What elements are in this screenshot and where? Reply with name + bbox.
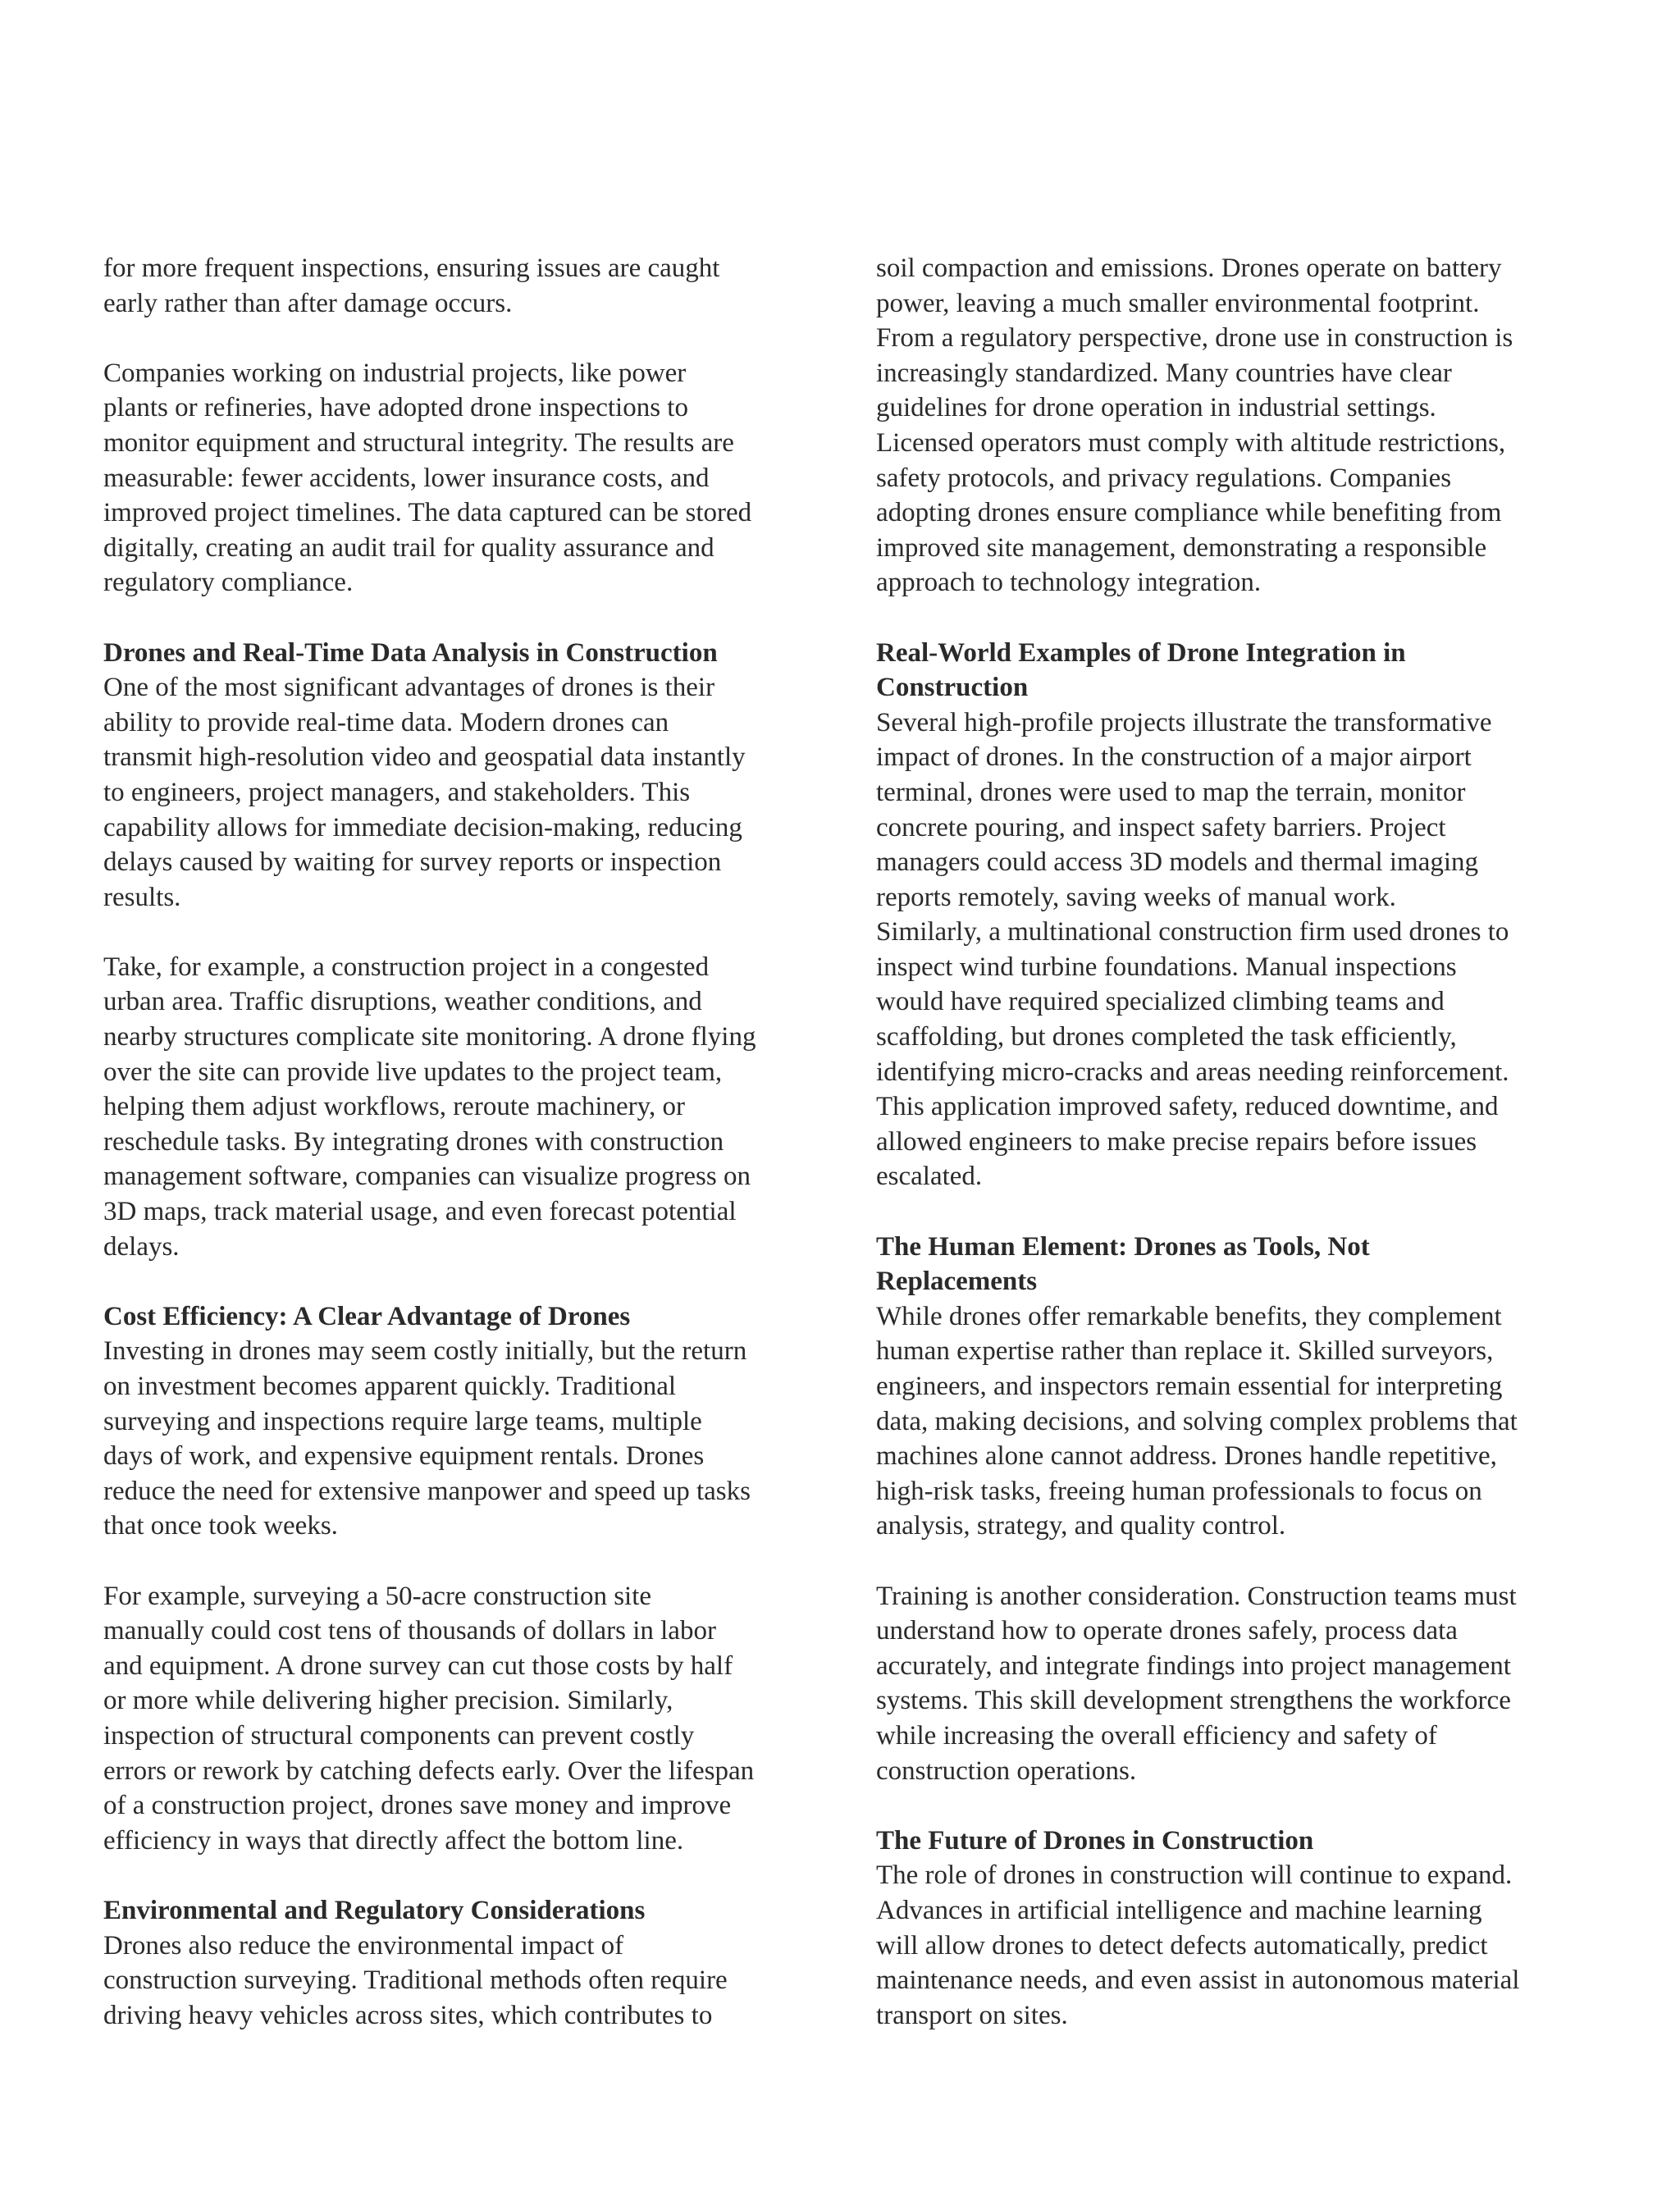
paragraph: One of the most significant advantages of drones is their ability to provide real-time data. Modern drones can transmit high-resolution video and geospatial data instantly to engineers, project managers, and stakeholders. This capability allows for immediate decision-making, reducing delays caused by waiting for survey reports or inspection results. <box>103 673 746 912</box>
section-heading: The Future of Drones in Construction <box>876 1825 1314 1856</box>
section-heading: Environmental and Regulatory Considerations <box>103 1895 646 1925</box>
paragraph: The role of drones in construction will continue to expand. Advances in artificial intelligence and machine learning will allow drones to detect defects automatically, predict maintenance needs, and even assist in autonomous material transport on sites. <box>876 1860 1520 2030</box>
section-heading: The Human Element: Drones as Tools, Not Replacements <box>876 1231 1370 1297</box>
left-column <box>103 251 825 2033</box>
section-heading: Real-World Examples of Drone Integration in Construction <box>876 637 1406 703</box>
paragraph: For example, surveying a 50-acre construction site manually could cost tens of thousands of dollars in labor and equipment. A drone survey can cut those costs by half or more while delivering higher precision. Similarly, inspection of structural components can prevent costly errors or rework by catching defects early. Over the lifespan of a construction project, drones save money and improve efficiency in ways that directly affect the bottom line. <box>103 1581 755 1856</box>
paragraph: Take, for example, a construction project in a congested urban area. Traffic disruptions, weather conditions, and nearby structures complicate site monitoring. A drone flying over the site can provide live updates to the project team, helping them adjust workflows, reroute machinery, or reschedule tasks. By integrating drones with construction management software, companies can visualize progress on 3D maps, track material usage, and even forecast potential delays. <box>103 952 756 1262</box>
paragraph: for more frequent inspections, ensuring issues are caught early rather than after damage occurs. <box>103 253 720 318</box>
paragraph: soil compaction and emissions. Drones operate on battery power, leaving a much smaller environmental footprint. From a regulatory perspective, drone use in construction is increasingly standardized. Many countries have clear guidelines for drone operation in industrial settings. Licensed operators must comply with altitude restrictions, safety protocols, and privacy regulations. Companies adopting drones ensure compliance while benefiting from improved site management, demonstrating a responsible approach to technology integration. <box>876 253 1513 598</box>
paragraph: Investing in drones may seem costly initially, but the return on investment becomes apparent quickly. Traditional surveying and inspections require large teams, multiple days of work, and expensive equipment rentals. Drones reduce the need for extensive manpower and speed up tasks that once took weeks. <box>103 1336 751 1541</box>
section-heading: Drones and Real-Time Data Analysis in Construction <box>103 637 718 668</box>
paragraph: Drones also reduce the environmental impact of construction surveying. Traditional methods often require driving heavy vehicles across sites, which contributes to <box>103 1930 728 2030</box>
paragraph: Companies working on industrial projects, like power plants or refineries, have adopted drone inspections to monitor equipment and structural integrity. The results are measurable: fewer accidents, lower insurance costs, and improved project timelines. The data captured can be stored digitally, creating an audit trail for quality assurance and regulatory compliance. <box>103 358 752 598</box>
right-column <box>876 251 1598 2033</box>
paragraph: While drones offer remarkable benefits, they complement human expertise rather than replace it. Skilled surveyors, engineers, and inspectors remain essential for interpreting data, making decisions, and solving complex problems that machines alone cannot address. Drones handle repetitive, high-risk tasks, freeing human professionals to focus on analysis, strategy, and quality control. <box>876 1301 1518 1541</box>
paragraph: Training is another consideration. Construction teams must understand how to operate drones safely, process data accurately, and integrate findings into project management systems. This skill development strengthens the workforce while increasing the overall efficiency and safety of construction operations. <box>876 1581 1517 1786</box>
section-heading: Cost Efficiency: A Clear Advantage of Drones <box>103 1301 631 1331</box>
paragraph: Several high-profile projects illustrate the transformative impact of drones. In the construction of a major airport terminal, drones were used to map the terrain, monitor concrete pouring, and inspect safety barriers. Project managers could access 3D models and thermal imaging reports remotely, saving weeks of manual work. Similarly, a multinational construction firm used drones to inspect wind turbine foundations. Manual inspections would have required specialized climbing teams and scaffolding, but drones completed the task efficiently, identifying micro-cracks and areas needing reinforcement. This application improved safety, reduced downtime, and allowed engineers to make precise repairs before issues escalated. <box>876 707 1509 1192</box>
